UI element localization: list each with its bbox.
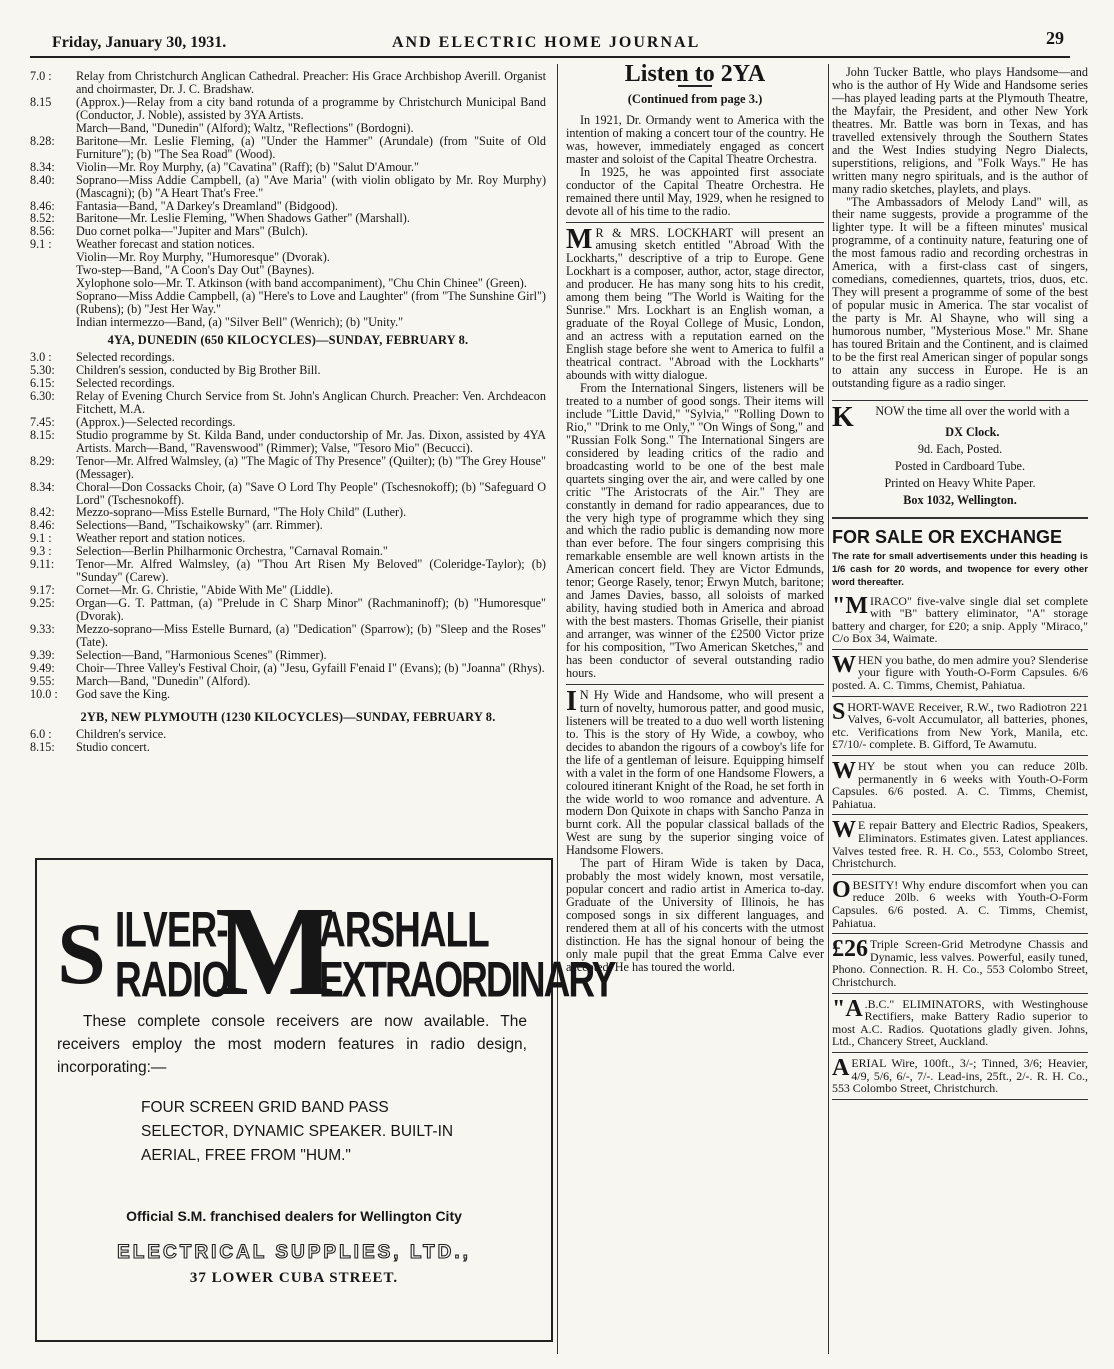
ad-dealer-line: Official S.M. franchised dealers for Wellington City: [126, 1208, 462, 1224]
programme-item: [30, 390, 546, 416]
programme-item: [30, 70, 546, 96]
programme-time: [30, 290, 76, 316]
programme-time: 7.45:: [30, 414, 55, 429]
programme-item: [30, 728, 546, 741]
logo-word-arshall: ARSHALL: [319, 902, 489, 958]
classified-divider: [832, 993, 1088, 994]
programme-text: Selected recordings.: [76, 350, 175, 365]
programme-item: [30, 688, 546, 701]
classified-ad: [832, 995, 1088, 1049]
dx-product: DX Clock.: [945, 424, 1000, 439]
classified-ad: [832, 698, 1088, 752]
programme-time: 9.55:: [30, 673, 55, 688]
ad-company-name: ELECTRICAL SUPPLIES, LTD.,: [117, 1242, 471, 1263]
dx-box: Box 1032, Wellington.: [903, 492, 1017, 507]
programme-text: Baritone—Mr. Leslie Fleming, (a) "Under the Hammer" (Arundale) (from "Suite of Old Furniture"); (b) "The Sea Road" (Wood).: [76, 133, 546, 161]
programme-text: Choral—Don Cossacks Choir, (a) "Save O Lord Thy People" (Tschesnokoff); (b) "Safeguard O Lord" (Tschesnokoff).: [76, 479, 546, 507]
drop-cap: K: [832, 401, 854, 433]
programme-time: [30, 264, 76, 277]
ad-features: FOUR SCREEN GRID BAND PASS SELECTOR, DYNAMIC SPEAKER. BUILT-IN AERIAL, FREE FROM "HUM.": [141, 1099, 454, 1164]
programme-time: 8.29:: [30, 453, 55, 468]
divider: [566, 684, 824, 685]
programme-text: Cornet—Mr. G. Christie, "Abide With Me" (Liddle).: [76, 583, 334, 598]
column-divider: [828, 64, 829, 1354]
classified-text: Triple Screen-Grid Metrodyne Chassis and Dynamic, less valves. Powerful, easily tuned, Phono. Connection. R. H. Co., 553 Colombo Street, Christchurch.: [832, 937, 1088, 989]
logo-word-ilver: ILVER-: [115, 902, 228, 958]
continued-note: (Continued from page 3.): [627, 91, 763, 106]
classified-divider: [832, 696, 1088, 697]
programme-text: Children's session, conducted by Big Brother Bill.: [76, 362, 321, 377]
classified-divider: [832, 933, 1088, 934]
programme-time: 9.25:: [30, 596, 55, 611]
classified-text: HY be stout when you can reduce 20lb. permanently in 6 weeks with Youth-O-Form Capsules. 6/6 posted. A. C. Timms, Chemist, Pahiatua.: [832, 759, 1088, 811]
article-paragraph: The part of Hiram Wide is taken by Daca, probably the most widely known, most versatile, popular concert and radio artist in America to-day. Graduate of the University of Illinois, he has composed songs in six different languages, and rendered them at all of his concerts with the utmost distinction. He has the signal honour of being the only male pupil that the great Emma Calve ever accepted. He has toured the world.: [566, 856, 824, 974]
article-paragraph: "The Ambassadors of Melody Land" will, as their name suggests, provide a programme of the lighter type. It will be a fifteen minutes' musical programme, of a continuity nature, featuring one of the most famous radio and recording orchestras in America, with a first-class cast of singers, comedians, comediennes, quartets, trios, duos, etc. They will present a programme of some of the best of popular music in America. The star vocalist of the party is Mr. Al Shayne, who will sing a humorous number, "Mysterious Mose." Mr. Shane has toured Britain and the Continent, and is claimed to be the first real American singer of popular songs to attain any success in Europe. He is an outstanding figure as a radio singer.: [832, 194, 1088, 390]
logo-letter-m: M: [215, 880, 336, 1022]
classified-initial: W: [832, 817, 856, 844]
programme-time: 8.15:: [30, 739, 55, 754]
programme-item: [30, 96, 546, 122]
programme-text: Fantasia—Band, "A Darkey's Dreamland" (Bidgood).: [76, 198, 338, 213]
programme-time: 8.28:: [30, 133, 55, 148]
programme-text: Weather report and station notices.: [76, 531, 246, 546]
column-divider: [557, 64, 558, 1354]
station-heading-2yb: 2YB, NEW PLYMOUTH (1230 KILOCYCLES)—SUNDAY, FEBRUARY 8.: [80, 709, 496, 724]
programme-time: [30, 277, 76, 290]
classified-initial: A: [832, 1054, 850, 1081]
programme-text: March—Band, "Dunedin" (Alford); Waltz, "Reflections" (Bordogni).: [76, 120, 414, 135]
programme-item: [30, 290, 546, 316]
logo-word-extraordinary: EXTRAORDINARY: [319, 952, 615, 1008]
dx-ad-text: NOW the time all over the world with a: [875, 403, 1070, 418]
programme-text: God save the King.: [76, 686, 171, 701]
programme-text: Soprano—Miss Addie Campbell, (a) "Ave Maria" (with violin obligato by Mr. Roy Murphy) (Mascagni); (b) "A Heart That's Free.": [76, 172, 546, 200]
programme-item: [30, 161, 546, 174]
programme-time: 6.30:: [30, 388, 55, 403]
classified-ad: [832, 651, 1088, 693]
programme-text: Violin—Mr. Roy Murphy, "Humoresque" (Dvorak).: [76, 250, 330, 265]
programme-item: [30, 597, 546, 623]
programme-text: Duo cornet polka—"Jupiter and Mars" (Bulch).: [76, 224, 308, 239]
silver-marshall-advertisement: [35, 858, 615, 1342]
programme-text: Selection—Berlin Philharmonic Orchestra, "Carnaval Romain.": [76, 544, 388, 559]
classified-text: IRACO" five-valve single dial set complete with "B" battery eliminator, "A" storage battery and charger, for £20; a snip. Apply "Miraco," C/o Box 34, Waimate.: [832, 593, 1088, 646]
classified-initial: W: [832, 651, 856, 678]
journal-title: AND ELECTRIC HOME JOURNAL: [392, 34, 701, 51]
article-paragraph: John Tucker Battle, who plays Handsome—and who is the author of Hy Wide and Handsome series—has played leading parts at the Plymouth Theatre, the Mayfair, the President, and other New York theatres. Mr. Battle was born in Texas, and has travelled extensively through the Southern States and the West Indies studying Negro Dialects, superstitions, religions, and "Folk Ways." He has written many negro spirituals, and is the author of many radio sketches, playlets, and plays.: [832, 65, 1088, 196]
programme-item: [30, 741, 546, 754]
divider: [832, 517, 1088, 519]
programme-item: [30, 429, 546, 455]
ad-street-address: 37 LOWER CUBA STREET.: [189, 1270, 399, 1286]
programme-text: Choir—Three Valley's Festival Choir, (a) "Jesu, Gyfaill F'enaid I" (Evans); (b) "Joanna" (Rhys).: [76, 660, 545, 675]
classified-divider: [832, 874, 1088, 875]
classified-initial: "M: [832, 592, 868, 619]
programme-column: [30, 70, 546, 754]
classified-text: HEN you bathe, do men admire you? Slenderise your figure with Youth-O-Form Capsules. 6/6 posted. A. C. Timms, Chemist, Pahiatua.: [832, 652, 1088, 693]
programme-time: 8.15:: [30, 427, 55, 442]
divider: [566, 222, 824, 223]
article-paragraph: From the International Singers, listeners will be treated to a number of good songs. Their items will include "Little David," "Sylvia," "Rolling Down to Rio," "Drink to me Only," "On Wings of Song," and "Russian Folk Song." The International Singers are considered by leading critics of the radio and broadcasting world to be one of the best male quartets singing over the air, and were called by one critic "The Aristocrats of the Air." They are constantly in demand for radio appearances, due to the very high type of programme which they sing and which the radio public is demanding now more than ever before. The four singers comprising this remarkable ensemble are well known artists in the American concert field. They are Victor Edmunds, tenor; George Rasely, tenor; Erwyn Mutch, baritone; and James Davies, basso, all soloists of marked ability, having studied both in America and abroad with the best masters. Thomas Griselle, their pianist and arranger, was winner of the £2500 Victor prize for his composition, "Two American Sketches," and has been conductor of several outstanding radio hours.: [566, 380, 824, 680]
programme-list-3ya: [30, 70, 546, 329]
article-paragraph: In 1925, he was appointed first associate conductor of the Capital Theatre Orchestra. He remained there until May, 1929, when he resigned to devote all of his time to the radio.: [566, 164, 824, 218]
programme-text: Studio concert.: [76, 739, 150, 754]
drop-cap: M: [566, 223, 593, 255]
classified-ad: [832, 760, 1088, 810]
programme-text: Xylophone solo—Mr. T. Atkinson (with band accompaniment), "Chu Chin Chinee" (Green).: [76, 276, 527, 291]
programme-time: 7.0 :: [30, 69, 52, 83]
programme-text: Soprano—Miss Addie Campbell, (a) "Here's to Love and Laughter" (from "The Sunshine Girl") (Rubens); (b) "Jest Her Way.": [76, 289, 546, 317]
programme-list-4ya: [30, 351, 546, 701]
programme-text: Tenor—Mr. Alfred Walmsley, (a) "The Magic of Thy Presence" (Quilter); (b) "The Grey House" (Messager).: [76, 453, 546, 481]
programme-time: 6.15:: [30, 375, 55, 390]
programme-item: [30, 135, 546, 161]
classified-text: .B.C." ELIMINATORS, with Westinghouse Rectifiers, make Battery Radio superior to most A.C. Radios. Quotations gladly given. Johns, Ltd., Chancery Street, Auckland.: [832, 996, 1088, 1049]
brand-logo: [57, 880, 615, 1022]
classified-ad: [832, 876, 1088, 930]
programme-text: Two-step—Band, "A Coon's Day Out" (Baynes).: [76, 263, 315, 278]
programme-text: Children's service.: [76, 726, 167, 741]
classified-ad: [832, 819, 1088, 869]
classified-initial: S: [832, 698, 846, 725]
ad-intro-text: These complete console receivers are now available. The receivers employ the most modern features in radio design, incorporating:—: [57, 1013, 527, 1076]
programme-item: [30, 455, 546, 481]
programme-time: 8.15: [30, 94, 52, 109]
classifieds-heading: FOR SALE OR EXCHANGE: [832, 526, 1063, 547]
programme-text: Selection—Band, "Harmonious Scenes" (Rimmer).: [76, 647, 327, 662]
programme-time: 8.40:: [30, 172, 55, 187]
programme-time: 6.0 :: [30, 726, 52, 741]
programme-text: Mezzo-soprano—Miss Estelle Burnard, "The Holy Child" (Luther).: [76, 505, 407, 520]
programme-item: [30, 649, 546, 662]
programme-text: Studio programme by St. Kilda Band, under conductorship of Mr. Jas. Dixon, assisted by 4YA Artists. March—Band, "Ravenswood" (Rimmer); Valse, "Tesoro Mio" (Becucci).: [76, 427, 546, 455]
programme-text: Baritone—Mr. Leslie Fleming, "When Shadows Gather" (Marshall).: [76, 211, 410, 226]
programme-time: 8.46:: [30, 518, 55, 533]
article-title: Listen to 2YA: [624, 61, 766, 87]
drop-cap: I: [566, 685, 577, 717]
programme-text: Mezzo-soprano—Miss Estelle Burnard, (a) "Dedication" (Sparrow); (b) "Sleep and the Roses" (Tate).: [76, 622, 546, 649]
programme-time: 9.1 :: [30, 237, 52, 252]
programme-time: 9.17:: [30, 583, 55, 598]
classified-text: E repair Battery and Electric Radios, Speakers, Eliminators. Estimates given. Latest appliances. Valves tested free. R. H. Co., 553, Colombo Street, Christchurch.: [832, 818, 1088, 871]
programme-time: 8.42:: [30, 505, 55, 520]
programme-text: Selected recordings.: [76, 375, 175, 390]
issue-date: Friday, January 30, 1931.: [52, 34, 227, 51]
article-paragraph: [566, 685, 824, 858]
classified-divider: [832, 814, 1088, 815]
programme-time: 9.3 :: [30, 544, 52, 559]
programme-item: [30, 364, 546, 377]
classified-ad: [832, 938, 1088, 988]
programme-time: [30, 251, 76, 264]
programme-item: [30, 623, 546, 649]
programme-item: [30, 377, 546, 390]
programme-time: 8.46:: [30, 198, 55, 213]
classified-initial: O: [832, 876, 851, 903]
programme-text: Violin—Mr. Roy Murphy, (a) "Cavatina" (Raff); (b) "Salut D'Amour.": [76, 159, 419, 174]
programme-text: Organ—G. T. Pattman, (a) "Prelude in C Sharp Minor" (Rachmaninoff); (b) "Humoresque" (Dvorak).: [76, 596, 546, 624]
programme-text: March—Band, "Dunedin" (Alford).: [76, 673, 251, 688]
paragraph-text: N Hy Wide and Handsome, who will present a turn of novelty, humorous patter, and good music, listeners will be treated to a duo well worth listening to. This is the story of Hy Wide, a cowboy, who decides to abandon the rigours of a cowboy's life for the life of a gentleman of leisure. Equipping himself with a valet in the form of one Handsome Flowers, a coloured itinerant Knight of the Road, he set forth in the wide world to woo romance and adventure. A modern Don Quixote in chaps with Sancho Panza in burnt cork. All the popular classical ballads of the West are sung by the superior singing voice of Handsome Flowers.: [566, 687, 824, 858]
dx-posting: Posted in Cardboard Tube.: [894, 458, 1025, 473]
programme-time: 9.33:: [30, 622, 55, 637]
classified-text: BESITY! Why endure discomfort when you can reduce 20lb. 6 weeks with Youth-O-Form Capsules. 6/6 posted. A. C. Timms, Chemist, Pahiatua.: [832, 877, 1088, 930]
programme-time: 9.1 :: [30, 531, 52, 546]
classifieds-list: [832, 592, 1088, 1100]
programme-time: 9.11:: [30, 557, 55, 572]
programme-item: [30, 122, 546, 135]
article-column: [566, 61, 824, 974]
station-heading-4ya: 4YA, DUNEDIN (650 KILOCYCLES)—SUNDAY, FEBRUARY 8.: [107, 333, 469, 348]
programme-text: Relay from Christchurch Anglican Cathedral. Preacher: His Grace Archbishop Averill. Organist and choirmaster, Dr. J. C. Bradshaw.: [76, 69, 546, 96]
dx-paper: Printed on Heavy White Paper.: [884, 475, 1036, 490]
programme-item: [30, 174, 546, 200]
programme-time: 8.52:: [30, 211, 55, 226]
dx-clock-ad: [832, 401, 1088, 507]
programme-item: [30, 662, 546, 675]
classified-initial: £26: [832, 936, 868, 963]
dx-price: 9d. Each, Posted.: [917, 441, 1003, 456]
classified-divider: [832, 755, 1088, 756]
programme-time: 8.34:: [30, 479, 55, 494]
programme-time: 5.30:: [30, 362, 55, 377]
programme-text: (Approx.)—Selected recordings.: [76, 414, 236, 429]
programme-time: 3.0 :: [30, 350, 52, 365]
article-paragraph: In 1921, Dr. Ormandy went to America with the intention of making a concert tour of the country. He was, however, immediately engaged as concert master and soloist of the Capital Theatre Orchestra.: [566, 112, 824, 166]
programme-text: Selections—Band, "Tschaikowsky" (arr. Rimmer).: [76, 518, 323, 533]
programme-time: [30, 122, 76, 135]
programme-text: Indian intermezzo—Band, (a) "Silver Bell" (Wenrich); (b) "Unity.": [76, 315, 404, 330]
classified-ad: [832, 1054, 1088, 1096]
classified-divider: [832, 1052, 1088, 1053]
classified-text: ERIAL Wire, 100ft., 3/-; Tinned, 3/6; Heavier, 4/9, 5/6, 6/-, 7/-. Lead-ins, 25ft., 2/-. R. H. Co., 553 Colombo Street, Christchurch.: [832, 1055, 1088, 1096]
programme-time: 10.0 :: [30, 686, 58, 701]
classified-divider: [832, 1099, 1088, 1100]
programme-text: Tenor—Mr. Alfred Walmsley, (a) "Thou Art Risen My Beloved" (Coleridge-Taylor); (b) "Sunday" (Carew).: [76, 557, 546, 585]
article-paragraph: [566, 223, 824, 383]
programme-time: 9.49:: [30, 660, 55, 675]
programme-text: Weather forecast and station notices.: [76, 237, 255, 252]
programme-item: [30, 416, 546, 429]
classified-text: HORT-WAVE Receiver, R.W., two Radiotron 221 Valves, 6-volt Accumulator, all batteries, phones, etc. Verifications from New York, Manila, etc. £7/10/- complete. B. Gifford, Te Awamutu.: [832, 699, 1088, 752]
logo-letter-s: S: [57, 906, 106, 1003]
programme-item: [30, 316, 546, 329]
classified-divider: [832, 649, 1088, 650]
programme-item: [30, 558, 546, 584]
programme-list-2yb: [30, 728, 546, 754]
classifieds-rate-note: The rate for small advertisements under this heading is 1/6 cash for 20 words, and twopence for every other word thereafter.: [832, 550, 1088, 588]
classified-initial: W: [832, 758, 856, 785]
programme-item: [30, 481, 546, 507]
right-column: [832, 66, 1088, 1104]
programme-time: 8.34:: [30, 159, 55, 174]
classified-initial: "A: [832, 995, 863, 1022]
programme-text: Relay of Evening Church Service from St. John's Anglican Church. Preacher: Ven. Archdeacon Fitchett, M.A.: [76, 388, 546, 416]
divider: [832, 400, 1088, 401]
programme-time: [30, 316, 76, 329]
programme-item: [30, 675, 546, 688]
page-number: 29: [1046, 28, 1064, 48]
programme-time: 9.39:: [30, 647, 55, 662]
programme-text: (Approx.)—Relay from a city band rotunda of a programme by Christchurch Municipal Band (Conductor, J. Noble), assisted by 3YA Artists.: [76, 94, 546, 122]
header-rule: [30, 56, 1070, 58]
programme-time: 8.56:: [30, 224, 55, 239]
logo-word-radio: RADIO: [115, 952, 230, 1008]
classified-ad: [832, 592, 1088, 646]
paragraph-text: R & MRS. LOCKHART will present an amusing sketch entitled "Abroad With the Lockharts," descriptive of a trip to Europe. Gene Lockhart is a composer, author, actor, stage director, and producer. He has many song hits to his credit, among them being "The World is Waiting for the Sunrise." Mrs. Lockhart is an English woman, a graduate of the Royal College of Music, London, and an actress with a reputation earned on the English stage before she went to America to fulfil a theatrical contract. "Abroad with the Lockharts" abounds with witty dialogue.: [566, 225, 824, 383]
